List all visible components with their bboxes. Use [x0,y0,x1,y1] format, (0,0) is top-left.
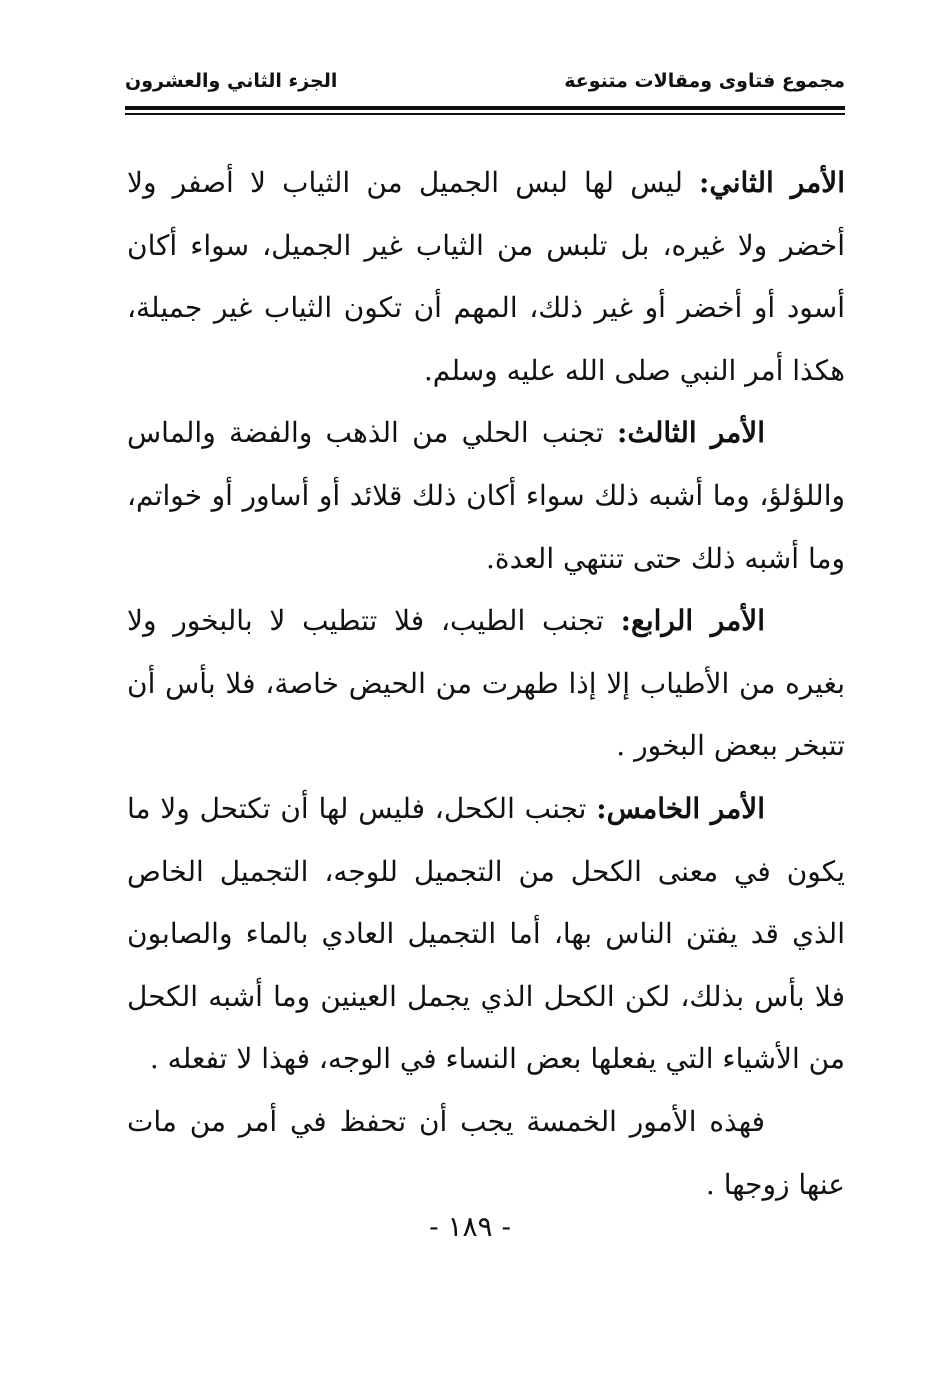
paragraph-text: تجنب الحلي من الذهب والفضة والماس واللؤلؤ، وما أشبه ذلك سواء أكان ذلك قلائد أو أساور أو خواتم، وما أشبه ذلك حتى تنتهي العدة. [127,416,845,575]
paragraph-lead: الأمر الرابع: [620,604,766,638]
paragraph-fourth-matter [127,590,845,778]
page-number: - ١٨٩ - [429,1210,511,1243]
header-rule-thin [125,113,845,115]
paragraph-text: تجنب الطيب، فلا تتطيب لا بالبخور ولا بغيره من الأطياب إلا إذا طهرت من الحيض خاصة، فلا بأس أن تتبخر ببعض البخور . [127,604,845,763]
paragraph-lead: الأمر الثاني: [699,166,845,199]
paragraph-text: ليس لها لبس الجميل من الثياب لا أصفر ولا أخضر ولا غيره، بل تلبس من الثياب غير الجميل، سواء أكان أسود أو أخضر أو غير ذلك، المهم أن تكون الثياب غير جميلة، هكذا أمر النبي صلى الله عليه وسلم. [127,166,845,387]
book-title: مجموع فتاوى ومقالات متنوعة [564,70,845,92]
paragraph-third-matter [127,402,845,590]
paragraph-fifth-matter [127,778,845,1091]
header-rule-thick [125,106,845,110]
paragraph-second-matter [127,152,845,402]
paragraph-lead: الأمر الخامس: [596,791,766,825]
volume-label: الجزء الثاني والعشرون [125,70,338,92]
paragraph-text: فهذه الأمور الخمسة يجب أن تحفظ في أمر من مات عنها زوجها . [127,1104,845,1201]
paragraph-text: تجنب الكحل، فليس لها أن تكتحل ولا ما يكون في معنى الكحل من التجميل للوجه، التجميل الخاص الذي قد يفتن الناس بها، أما التجميل العادي بالماء والصابون فلا بأس بذلك، لكن الكحل الذي يجمل العينين وما أشبه الكحل من الأشياء التي يفعلها بعض النساء في الوجه، فهذا لا تفعله . [127,791,845,1076]
body-text [127,152,845,1216]
paragraph-lead: الأمر الثالث: [617,416,765,450]
paragraph-conclusion [127,1091,845,1216]
page-header [125,70,845,100]
